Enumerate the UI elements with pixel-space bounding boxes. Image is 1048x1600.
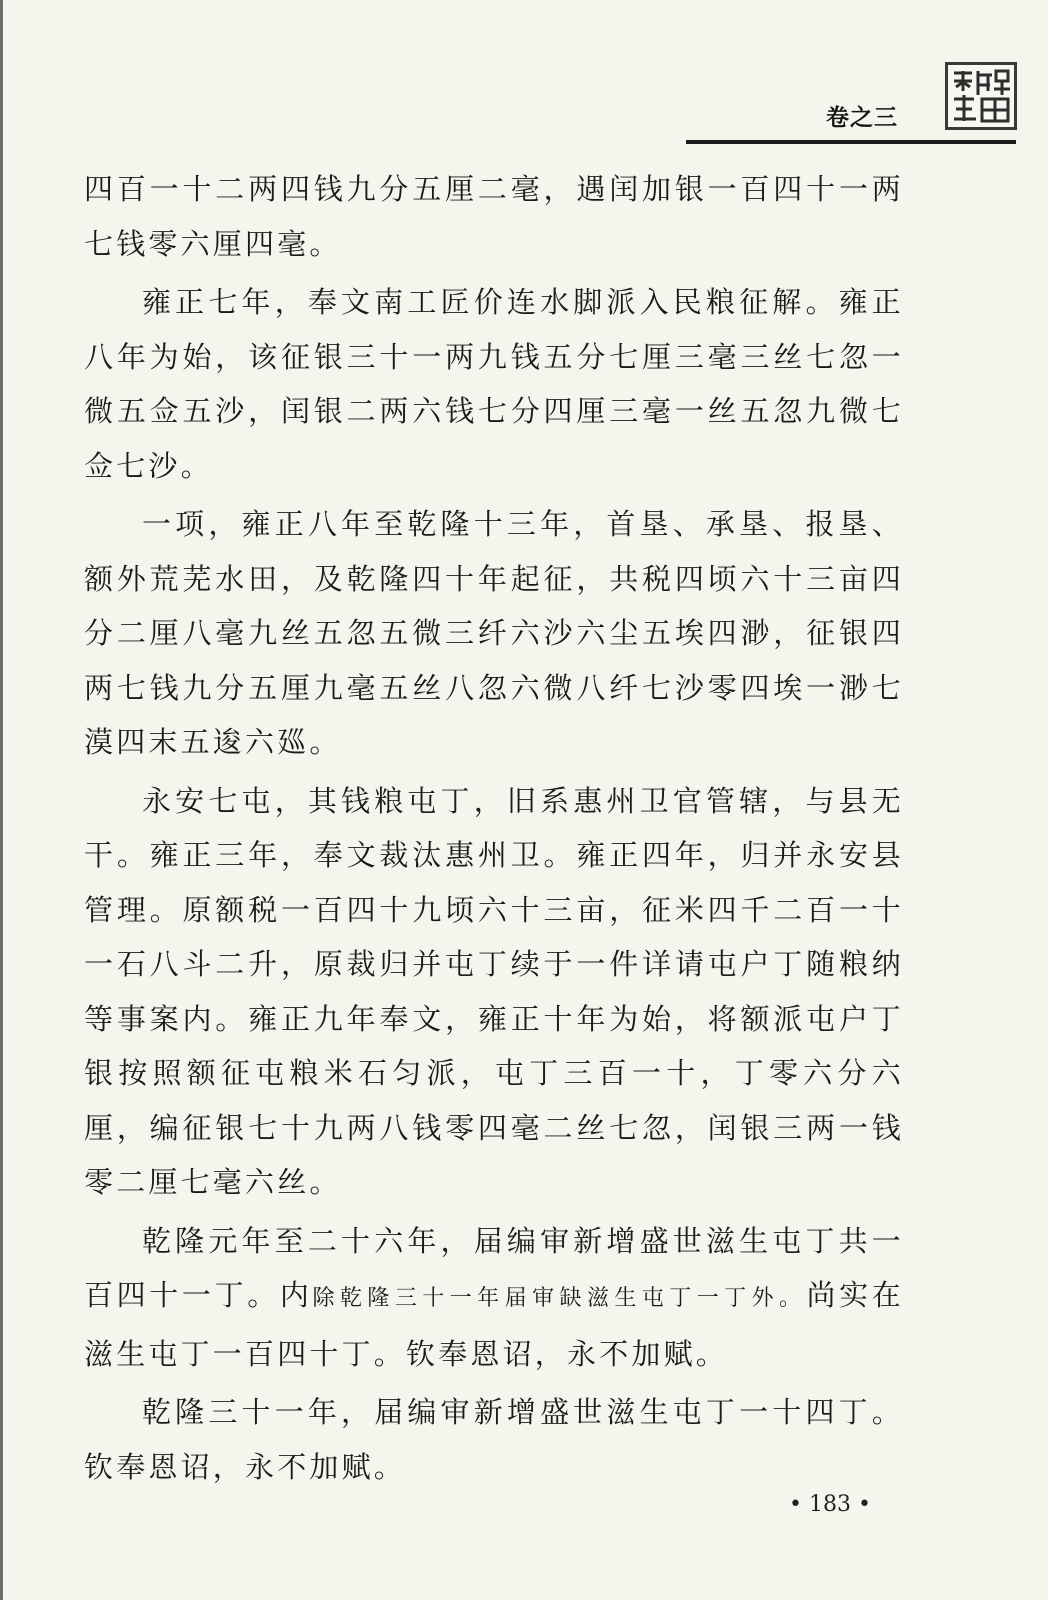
paragraph-4: 永安七屯，其钱粮屯丁，旧系惠州卫官管辖，与县无干。雍正三年，奉文裁汰惠州卫。雍正四年，归并永安县管理。原额税一百四十九顷六十三亩，征米四千二百一十一石八斗二升，原裁归并屯丁续于一件详请屯户丁随粮纳等事案内。雍正九年奉文，雍正十年为始，将额派屯户丁银按照额征屯粮米石匀派，屯丁三百一十，丁零六分六厘，编征银七十九两八钱零四毫二丝七忽，闰银三两一钱零二厘七毫六丝。 (84, 783, 904, 1199)
header-rule (686, 140, 1016, 144)
page-number: • 183 • (789, 1492, 871, 1517)
body-text (84, 162, 904, 1498)
paragraph-5-end: 尚实在滋生屯丁一百四十丁。钦奉恩诏，永不加赋。 (84, 1278, 904, 1371)
seal-stamp-icon (945, 62, 1017, 130)
paragraph-5-note: 除乾隆三十一年届审缺滋生屯丁一丁外。 (312, 1286, 807, 1311)
paragraph-2: 雍正七年，奉文南工匠价连水脚派入民粮征解。雍正八年为始，该征银三十一两九钱五分七厘三毫三丝七忽一微五佥五沙，闰银二两六钱七分四厘三毫一丝五忽九微七佥七沙。 (84, 285, 904, 483)
section-header: 卷之三 (826, 105, 898, 131)
paragraph-6: 乾隆三十一年，届编审新增盛世滋生屯丁一十四丁。钦奉恩诏，永不加赋。 (84, 1395, 904, 1484)
paragraph-1: 四百一十二两四钱九分五厘二毫，遇闰加银一百四十一两七钱零六厘四毫。 (84, 172, 904, 261)
paragraph-3: 一项，雍正八年至乾隆十三年，首垦、承垦、报垦、额外荒芜水田，及乾隆四十年起征，共税四顷六十三亩四分二厘八毫九丝五忽五微三纤六沙六尘五埃四渺，征银四两七钱九分五厘九毫五丝八忽六微八纤七沙零四埃一渺七漠四末五逡六廵。 (84, 507, 904, 759)
paragraph-5-main: 乾隆元年至二十六年，届编审新增盛世滋生屯丁共一百四十一丁。内 (84, 1223, 904, 1312)
paragraph-5 (84, 1214, 904, 1382)
seal-glyph-art (948, 65, 1014, 127)
page-edge (0, 0, 3, 1600)
